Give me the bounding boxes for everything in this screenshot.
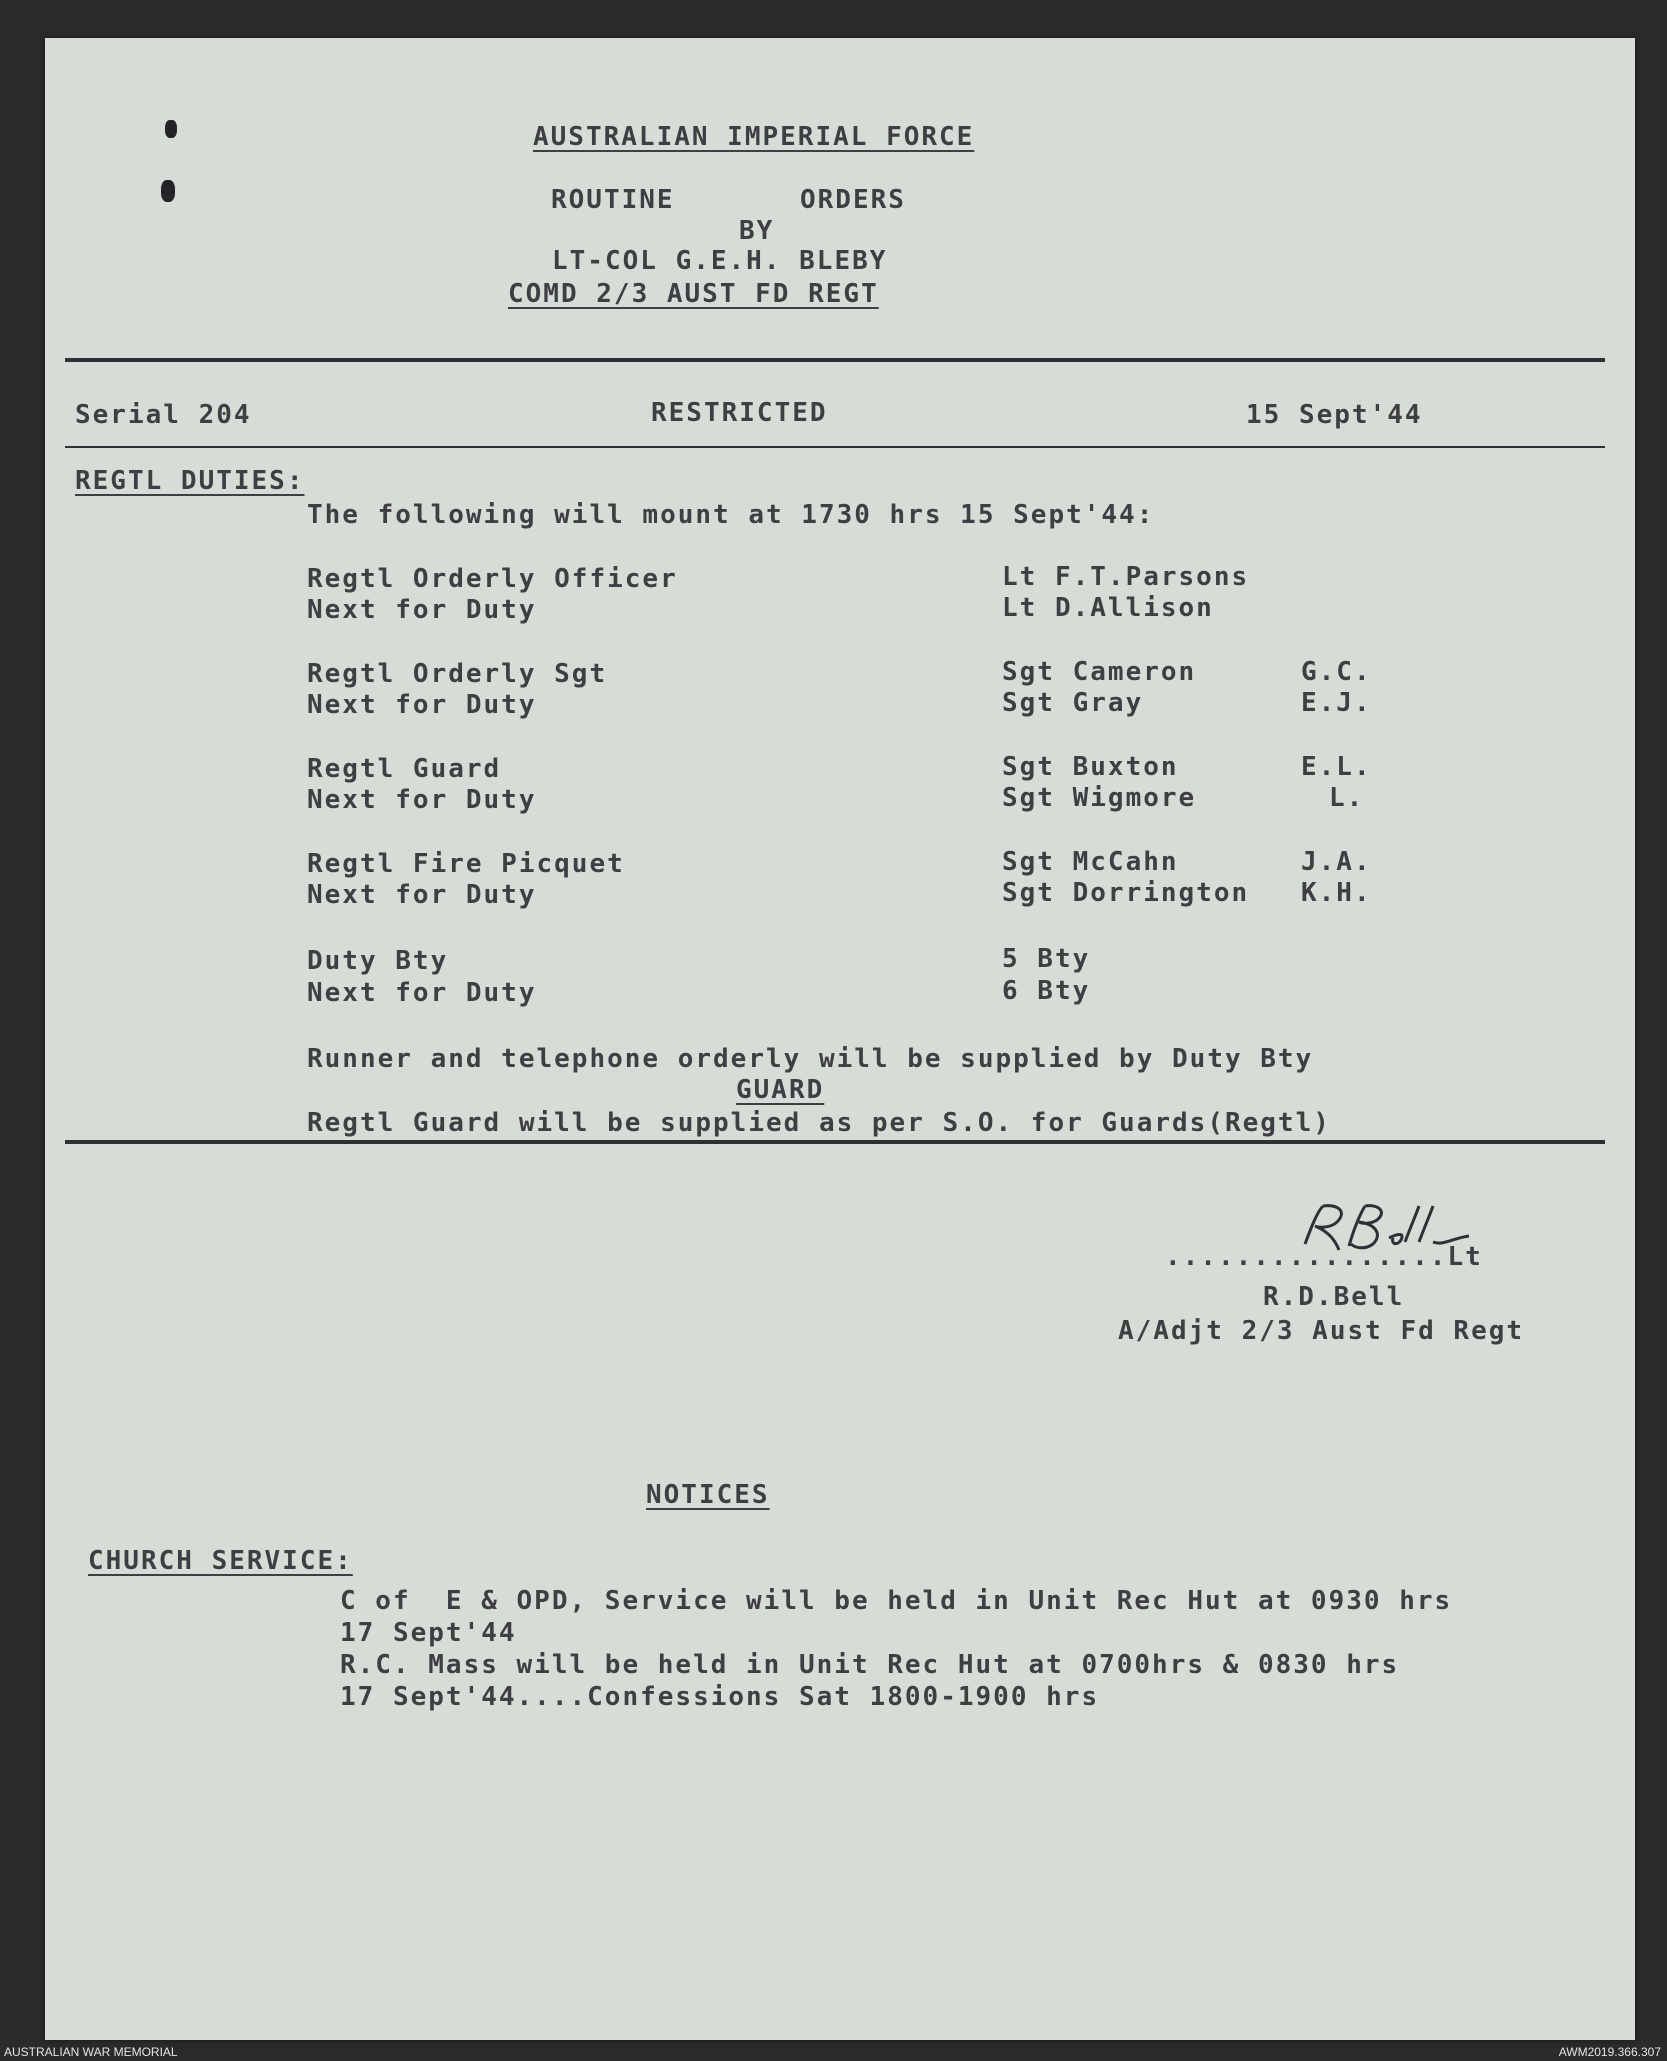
- notice-line: R.C. Mass will be held in Unit Rec Hut at 0700hrs & 0830 hrs: [340, 1650, 1400, 1680]
- church-service-heading: CHURCH SERVICE:: [88, 1546, 353, 1576]
- signatory-name: R.D.Bell: [1263, 1282, 1405, 1312]
- duty-initials: E.L.: [1301, 752, 1372, 782]
- duty-label: Next for Duty: [307, 690, 537, 720]
- duty-label: Regtl Fire Picquet: [307, 849, 625, 879]
- document-page: [45, 38, 1635, 2040]
- duty-name: Sgt Cameron: [1002, 657, 1197, 687]
- duty-label: Next for Duty: [307, 595, 537, 625]
- duty-initials: E.J.: [1301, 688, 1372, 718]
- duty-name: Sgt Dorrington: [1002, 878, 1250, 908]
- serial-number: Serial 204: [75, 400, 252, 430]
- duty-name: Sgt Buxton: [1002, 752, 1179, 782]
- orders-label: ORDERS: [800, 185, 906, 215]
- runner-note: Runner and telephone orderly will be supplied by Duty Bty: [307, 1044, 1314, 1074]
- duty-label: Next for Duty: [307, 978, 537, 1008]
- duty-initials: L.: [1329, 783, 1365, 813]
- notice-line: 17 Sept'44....Confessions Sat 1800-1900 hrs: [340, 1682, 1100, 1712]
- duties-intro: The following will mount at 1730 hrs 15 Sept'44:: [307, 500, 1155, 530]
- classification: RESTRICTED: [651, 398, 828, 428]
- duty-name: Lt D.Allison: [1002, 593, 1214, 623]
- notices-heading: NOTICES: [646, 1480, 770, 1510]
- duty-name: 6 Bty: [1002, 976, 1091, 1006]
- force-title: AUSTRALIAN IMPERIAL FORCE: [533, 122, 975, 152]
- punch-mark-top: [165, 120, 177, 138]
- duty-name: Sgt Wigmore: [1002, 783, 1197, 813]
- duty-label: Next for Duty: [307, 880, 537, 910]
- archive-credit: AUSTRALIAN WAR MEMORIAL: [4, 2045, 178, 2059]
- duty-initials: K.H.: [1301, 878, 1372, 908]
- meta-divider: [65, 446, 1605, 448]
- handwritten-signature: [1293, 1198, 1483, 1262]
- routine-label: ROUTINE: [551, 185, 675, 215]
- duty-initials: J.A.: [1301, 847, 1372, 877]
- duty-label: Duty Bty: [307, 946, 449, 976]
- duty-label: Regtl Orderly Officer: [307, 564, 678, 594]
- by-label: BY: [739, 216, 775, 246]
- regtl-duties-heading: REGTL DUTIES:: [75, 466, 305, 496]
- notice-line: 17 Sept'44: [340, 1618, 517, 1648]
- header-divider: [65, 358, 1605, 362]
- duties-divider: [65, 1140, 1605, 1144]
- signatory-title: A/Adjt 2/3 Aust Fd Regt: [1118, 1316, 1525, 1346]
- commander-line: LT-COL G.E.H. BLEBY: [552, 246, 888, 276]
- guard-heading: GUARD: [736, 1075, 825, 1105]
- svg-text:R.D.Bell: R.D.Bell: [1293, 1198, 1298, 1199]
- duty-label: Next for Duty: [307, 785, 537, 815]
- order-date: 15 Sept'44: [1246, 400, 1423, 430]
- notice-line: C of E & OPD, Service will be held in Unit Rec Hut at 0930 hrs: [340, 1586, 1453, 1616]
- duty-label: Regtl Orderly Sgt: [307, 659, 608, 689]
- duty-label: Regtl Guard: [307, 754, 502, 784]
- signature-line: ................Lt: [1165, 1242, 1483, 1272]
- duty-name: Lt F.T.Parsons: [1002, 562, 1250, 592]
- duty-name: Sgt Gray: [1002, 688, 1144, 718]
- command-line: COMD 2/3 AUST FD REGT: [508, 279, 879, 309]
- duty-name: 5 Bty: [1002, 944, 1091, 974]
- archive-reference: AWM2019.366.307: [1558, 2045, 1661, 2059]
- duty-name: Sgt McCahn: [1002, 847, 1179, 877]
- duty-initials: G.C.: [1301, 657, 1372, 687]
- guard-note: Regtl Guard will be supplied as per S.O. for Guards(Regtl): [307, 1108, 1331, 1138]
- punch-mark-bottom: [161, 180, 175, 202]
